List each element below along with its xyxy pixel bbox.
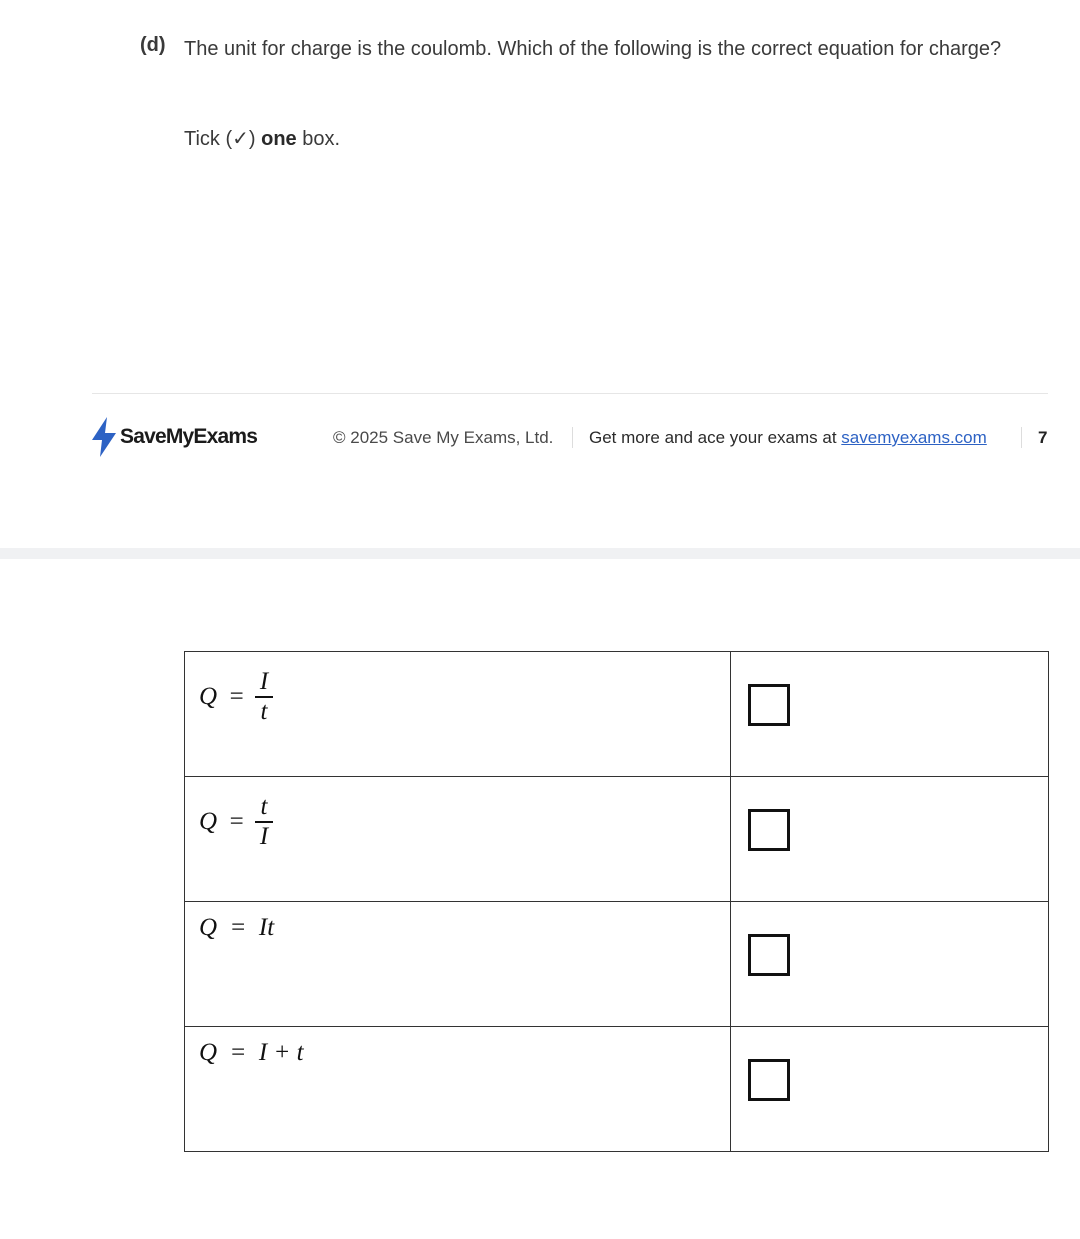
question-instruction (184, 126, 340, 151)
page-footer (92, 416, 1048, 458)
page-7 (0, 0, 1080, 548)
option-row (185, 652, 1049, 777)
option-row (185, 1027, 1049, 1152)
lightning-bolt-icon (92, 417, 116, 457)
formula-cell (185, 652, 731, 777)
page-break (0, 548, 1080, 559)
fraction (255, 668, 273, 726)
fraction-denominator: I (259, 822, 269, 850)
tick-box-option-1[interactable] (748, 684, 790, 726)
formula-option-2 (199, 793, 319, 853)
formula-lhs: Q = (199, 683, 244, 710)
instruction-bold: one (261, 128, 297, 150)
answer-options-table (184, 651, 1049, 1152)
formula-lhs: Q = (199, 808, 244, 835)
option-row (185, 902, 1049, 1027)
formula-cell (185, 902, 731, 1027)
formula-option-3: Q = It (199, 914, 275, 941)
question-text: The unit for charge is the coulomb. Which of the following is the correct equation for charge? (184, 38, 1002, 60)
footer-divider (92, 393, 1048, 394)
footer-separator (1021, 427, 1022, 448)
checkbox-cell (731, 902, 1049, 1027)
question-label: (d) (140, 34, 166, 56)
fraction (255, 793, 273, 851)
formula-option-4: Q = I + t (199, 1039, 304, 1066)
tick-box-option-4[interactable] (748, 1059, 790, 1101)
fraction-numerator: I (259, 668, 269, 695)
checkbox-cell (731, 1027, 1049, 1152)
footer-separator (572, 427, 573, 448)
footer-cta (589, 428, 987, 448)
tick-box-option-2[interactable] (748, 809, 790, 851)
checkbox-cell (731, 652, 1049, 777)
checkbox-cell (731, 777, 1049, 902)
formula-cell (185, 777, 731, 902)
page-number: 7 (1038, 428, 1048, 447)
cta-text: Get more and ace your exams at (589, 428, 837, 447)
savemyexams-link[interactable]: savemyexams.com (841, 428, 987, 447)
tick-box-option-3[interactable] (748, 934, 790, 976)
formula-option-1 (199, 668, 319, 728)
fraction-denominator: t (260, 697, 268, 725)
brand-logo-text: SaveMyExams (120, 425, 258, 448)
copyright-text: © 2025 Save My Exams, Ltd. (333, 428, 554, 447)
option-row (185, 777, 1049, 902)
instruction-suffix: box. (302, 128, 341, 150)
fraction-numerator: t (260, 793, 268, 820)
instruction-prefix: Tick (✓) (184, 128, 256, 150)
formula-cell (185, 1027, 731, 1152)
